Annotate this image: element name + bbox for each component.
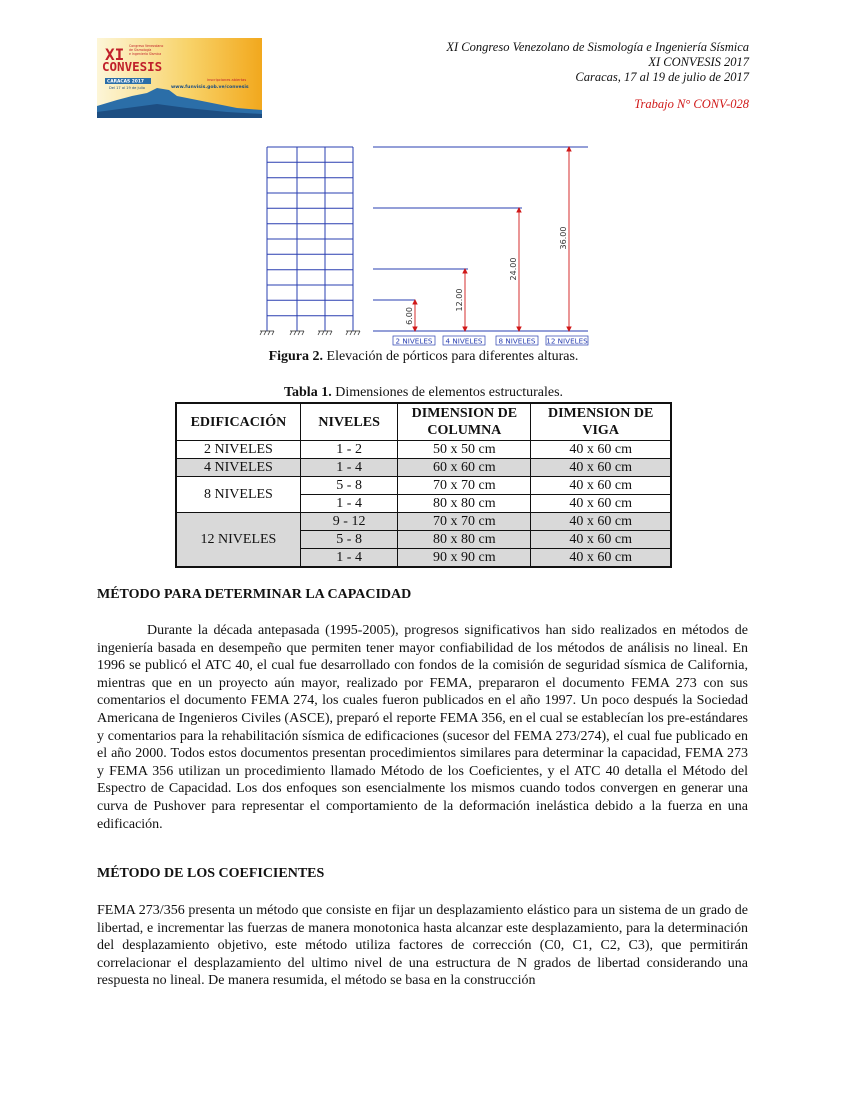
table-cell: 2 NIVELES xyxy=(176,441,300,459)
conference-header xyxy=(446,40,749,85)
dimension-arrows xyxy=(413,147,571,331)
height-label: 12.00 xyxy=(455,288,464,312)
table-cell: 1 - 4 xyxy=(300,495,398,513)
height-label: 36.00 xyxy=(559,226,568,250)
table-cell: 40 x 60 cm xyxy=(531,495,671,513)
frame-elevation-figure xyxy=(250,138,600,350)
table-cell: 60 x 60 cm xyxy=(398,459,531,477)
table-cell: 40 x 60 cm xyxy=(531,459,671,477)
section-paragraph: Durante la década antepasada (1995-2005), progresos significativos han sido realizados en métodos de ingeniería basada en desempeño que permiten tener mayor confiabilidad de los métodos de análisis no lineal. En 1996 se publicó el ATC 40, el cual fue desarrollado con fondos de la comisión de seguridad sísmica de California, mientras que en un proyecto aún mayor, realizado por FEMA, prepararon el documento FEMA 273 con sus comentarios el documento FEMA 274, los cuales fueron publicados en el año 1997. Un poco después la Sociedad Americana de Ingenieros Civiles (ASCE), preparó el reporte FEMA 356, en el cual se establecían los pre-estándares y comentarios para la rehabilitación sísmica de edificaciones (sucesor del FEMA 273/274), el cual fue publicado en el año 2000. Todos estos documentos presentan procedimientos similares para determinar la capacidad, FEMA 273 y FEMA 356 utilizan un procedimiento llamado Método de los Coeficientes, y el ATC 40 detalla el Método del Espectro de Capacidad. Los dos enfoques son esencialmente los mismos cuando todos convergen en generar una curva de Pushover para representar el comportamiento de la deformación inelástica debido a la fuerza en una edificación. xyxy=(97,623,748,832)
table-row xyxy=(176,459,671,477)
support-symbols xyxy=(260,331,360,335)
level-label: 12 NIVELES xyxy=(546,336,588,346)
logo-tagline: Congreso Venezolano xyxy=(129,44,164,48)
figure-caption xyxy=(0,349,847,365)
height-label: 6.00 xyxy=(405,307,414,325)
level-label: 8 NIVELES xyxy=(498,336,536,346)
logo-roman: XI xyxy=(105,45,125,64)
table-cell: 90 x 90 cm xyxy=(398,549,531,568)
table-row xyxy=(176,513,671,531)
figure-caption-text: Elevación de pórticos para diferentes alturas. xyxy=(323,349,579,364)
column-header: NIVELES xyxy=(300,403,398,441)
table-cell: 8 NIVELES xyxy=(176,477,300,513)
logo-url: www.funvisis.gob.ve/convesis xyxy=(171,85,249,90)
level-labels xyxy=(393,336,588,346)
header-line: XI CONVESIS 2017 xyxy=(648,55,749,69)
column-header: DIMENSION DE COLUMNA xyxy=(398,403,531,441)
table-cell: 40 x 60 cm xyxy=(531,441,671,459)
logo-tagline: de Sismología xyxy=(129,48,152,52)
logo-inscriptions: inscripciones abiertas xyxy=(207,78,247,82)
figure-caption-label: Figura 2. xyxy=(268,349,324,364)
table-cell: 70 x 70 cm xyxy=(398,477,531,495)
table-caption-label: Tabla 1. xyxy=(283,385,332,400)
height-lines xyxy=(373,147,588,331)
table-cell: 40 x 60 cm xyxy=(531,531,671,549)
structural-dimensions-table xyxy=(175,402,672,568)
table-cell: 40 x 60 cm xyxy=(531,513,671,531)
table-cell: 12 NIVELES xyxy=(176,513,300,568)
table-row xyxy=(176,477,671,495)
table-header-row xyxy=(176,403,671,441)
work-number: Trabajo N° CONV-028 xyxy=(634,97,749,111)
table-caption xyxy=(0,385,847,401)
height-label: 24.00 xyxy=(509,257,518,281)
table-cell: 40 x 60 cm xyxy=(531,477,671,495)
column-header: EDIFICACIÓN xyxy=(176,403,300,441)
level-label: 4 NIVELES xyxy=(445,336,483,346)
table-cell: 9 - 12 xyxy=(300,513,398,531)
section-paragraph: FEMA 273/356 presenta un método que consiste en fijar un desplazamiento elástico para un sistema de un grado de libertad, e incrementar las fuerzas de manera monotonica hasta alcanzar este desplazamiento, para la determinación del desplazamiento objetivo, este método utiliza factores de corrección (C0, C1, C2, C3), que permitirán correlacionar el desplazamiento del ultimo nivel de una estructura de N grados de libertad considerando una respuesta no lineal. De manera resumida, el método se basa en la construcción xyxy=(97,903,748,989)
table-cell: 70 x 70 cm xyxy=(398,513,531,531)
section-heading: MÉTODO DE LOS COEFICIENTES xyxy=(97,866,325,881)
table-row xyxy=(176,441,671,459)
table-cell: 80 x 80 cm xyxy=(398,495,531,513)
logo-city-date: CARACAS 2017 xyxy=(107,79,144,85)
logo-name: CONVESIS xyxy=(102,59,163,74)
table-cell: 1 - 2 xyxy=(300,441,398,459)
table-cell: 1 - 4 xyxy=(300,459,398,477)
table-cell: 5 - 8 xyxy=(300,477,398,495)
section-heading: MÉTODO PARA DETERMINAR LA CAPACIDAD xyxy=(97,587,412,602)
level-label: 2 NIVELES xyxy=(395,336,433,346)
logo-tagline: e Ingeniería Sísmica xyxy=(129,52,162,56)
table-cell: 1 - 4 xyxy=(300,549,398,568)
frame-12-levels xyxy=(267,147,353,331)
table-cell: 80 x 80 cm xyxy=(398,531,531,549)
column-header: DIMENSION DE VIGA xyxy=(531,403,671,441)
table-cell: 4 NIVELES xyxy=(176,459,300,477)
logo-dates: Del 17 al 19 de julio xyxy=(109,86,145,90)
table-caption-text: Dimensiones de elementos estructurales. xyxy=(331,385,564,400)
convesis-logo xyxy=(97,38,262,118)
table-cell: 50 x 50 cm xyxy=(398,441,531,459)
table-cell: 5 - 8 xyxy=(300,531,398,549)
header-line: Caracas, 17 al 19 de julio de 2017 xyxy=(575,70,749,84)
header-line: XI Congreso Venezolano de Sismología e Ingeniería Sísmica xyxy=(446,40,749,54)
table-cell: 40 x 60 cm xyxy=(531,549,671,568)
